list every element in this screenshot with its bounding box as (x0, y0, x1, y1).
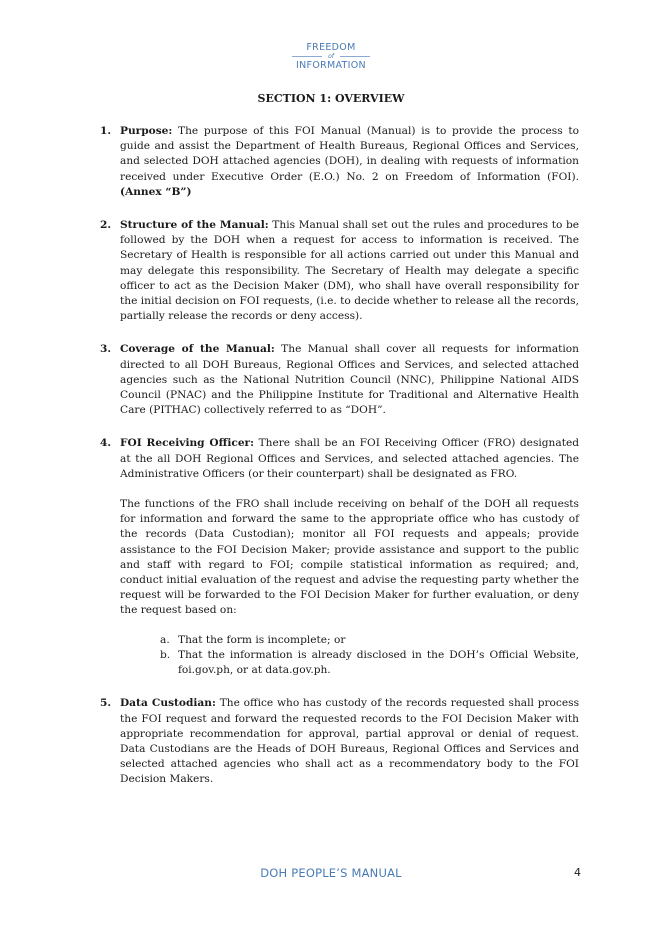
item-label: FOI Receiving Officer: (120, 437, 255, 450)
item-number: 5. (100, 697, 112, 710)
sub-item-letter: a. (160, 633, 170, 646)
list-item-purpose (100, 124, 579, 200)
sub-item-letter: b. (160, 648, 171, 661)
item-number: 4. (100, 437, 112, 450)
item-label: Structure of the Manual: (120, 219, 269, 232)
item-text: This Manual shall set out the rules and procedures to be followed by the DOH when a request for access to information is received. The Secretary of Health is responsible for all actions carried out under this Manual and may delegate this responsibility. The Secretary of Health may delegate a specific officer to act as the Decision Maker (DM), who shall have overall responsibility for the initial decision on FOI requests, (i.e. to decide whether to release all the records, partially release the records or deny access). (120, 219, 579, 323)
item-paragraph (120, 218, 579, 324)
page-number: 4 (574, 866, 581, 879)
item-text: The office who has custody of the records requested shall process the FOI request and forward the requested records to the FOI Decision Maker with appropriate recommendation for approval, partial approval or denial of request. Data Custodians are the Heads of DOH Bureaus, Regional Offices and Services and selected attached agencies who shall act as a recommendatory body to the FOI Decision Makers. (120, 697, 579, 786)
item-text: The Manual shall cover all requests for information directed to all DOH Bureaus, Regional Offices and Services, and selected attached agencies such as the National Nutrition Council (NNC), Philippine National AIDS Council (PNAC) and the Philippine Institute for Traditional and Alternative Health Care (PITHAC) collectively referred to as “DOH”. (120, 343, 579, 417)
item-text: There shall be an FOI Receiving Officer (FRO) designated at the all DOH Regional Offices and Services, and selected attached agencies. The Administrative Officers (or their counterpart) shall be designated as FRO. (120, 437, 580, 480)
item-text: The purpose of this FOI Manual (Manual) is to provide the process to guide and assist the Department of Health Bureaus, Regional Offices and Services, and selected DOH attached agencies (DOH), in dealing with requests of information received under Executive Order (E.O.) No. 2 on Freedom of Information (FOI). (120, 125, 579, 183)
item-paragraph (120, 342, 579, 418)
list-item-receiving-officer (100, 436, 580, 678)
item-paragraph (120, 436, 579, 482)
item-number: 2. (100, 219, 112, 232)
item-paragraph (120, 124, 579, 200)
logo-line-1: FREEDOM (306, 42, 356, 53)
item-number: 1. (100, 125, 112, 137)
freedom-of-information-logo (0, 42, 662, 71)
section-title: SECTION 1: OVERVIEW (257, 92, 405, 105)
sub-item-text: That the form is incomplete; or (178, 633, 346, 646)
document-body (100, 124, 580, 806)
logo-line-2: of (0, 53, 662, 60)
list-item-structure (100, 218, 579, 324)
sub-item-text: That the information is already disclosed in the DOH’s Official Website, foi.gov.ph, or at data.gov.ph. (178, 648, 579, 677)
logo-line-3: INFORMATION (296, 60, 366, 71)
footer-title: DOH PEOPLE’S MANUAL (260, 866, 402, 880)
sub-list-item (160, 648, 579, 678)
list-item-coverage (100, 342, 579, 418)
item-paragraph-2: The functions of the FRO shall include receiving on behalf of the DOH all requests for information and forward the same to the appropriate office who has custody of the records (Data Custodian); monitor all FOI requests and appeals; provide assistance to the FOI Decision Maker; provide assistance and support to the public and staff with regard to FOI; compile statistical information as required; and, conduct initial evaluation of the request and advise the requesting party whether the request will be forwarded to the FOI Decision Maker for further evaluation, or deny the request based on: (120, 498, 579, 617)
list-item-data-custodian (100, 696, 579, 787)
item-paragraph (120, 696, 579, 787)
item-label: Coverage of the Manual: (120, 343, 275, 356)
item-label: Data Custodian: (120, 697, 216, 710)
item-label: Purpose: (120, 125, 173, 137)
sub-list-item (160, 633, 579, 648)
annex-reference: (Annex “B”) (120, 185, 192, 198)
sub-list (160, 633, 579, 679)
item-number: 3. (100, 343, 112, 356)
